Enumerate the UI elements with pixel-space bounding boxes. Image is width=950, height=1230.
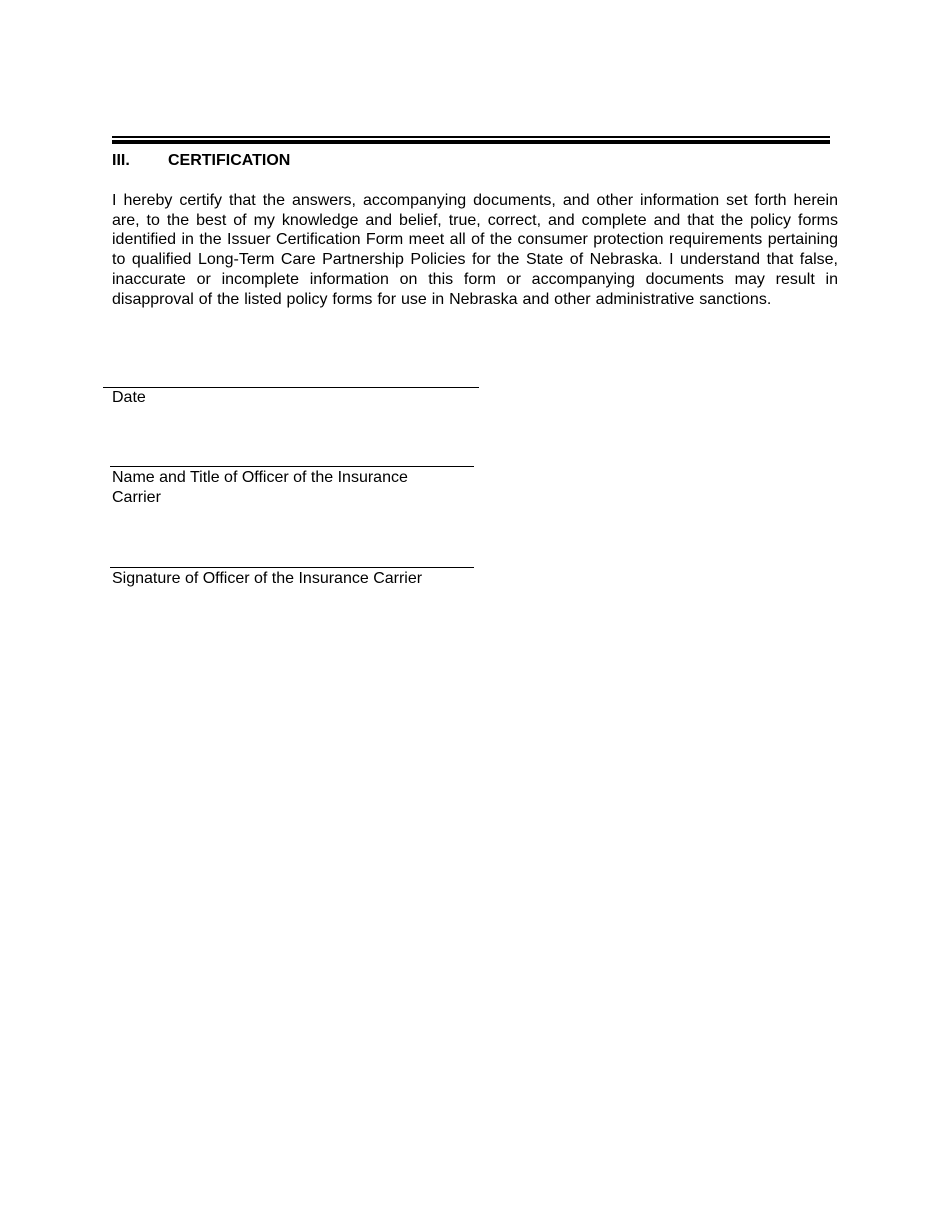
signature-line[interactable] [110, 567, 474, 568]
date-label: Date [112, 389, 146, 406]
name-title-line[interactable] [110, 466, 474, 467]
header-rule-thin [112, 136, 830, 138]
section-title: CERTIFICATION [168, 152, 291, 169]
header-rule-thick [112, 140, 830, 144]
signature-label: Signature of Officer of the Insurance Carrier [112, 570, 423, 587]
section-number: III. [112, 152, 130, 169]
date-line[interactable] [103, 387, 479, 388]
section-heading [112, 152, 290, 170]
certification-paragraph: I hereby certify that the answers, accompanying documents, and other information set forth herein are, to the best of my knowledge and belief, true, correct, and complete and that the policy forms identified in the Issuer Certification Form meet all of the consumer protection requirements pertaining to qualified Long-Term Care Partnership Policies for the State of Nebraska. I understand that false, inaccurate or incomplete information on this form or accompanying documents may result in disapproval of the listed policy forms for use in Nebraska and other administrative sanctions. [112, 192, 838, 308]
name-title-label: Name and Title of Officer of the Insurance Carrier [112, 469, 408, 506]
